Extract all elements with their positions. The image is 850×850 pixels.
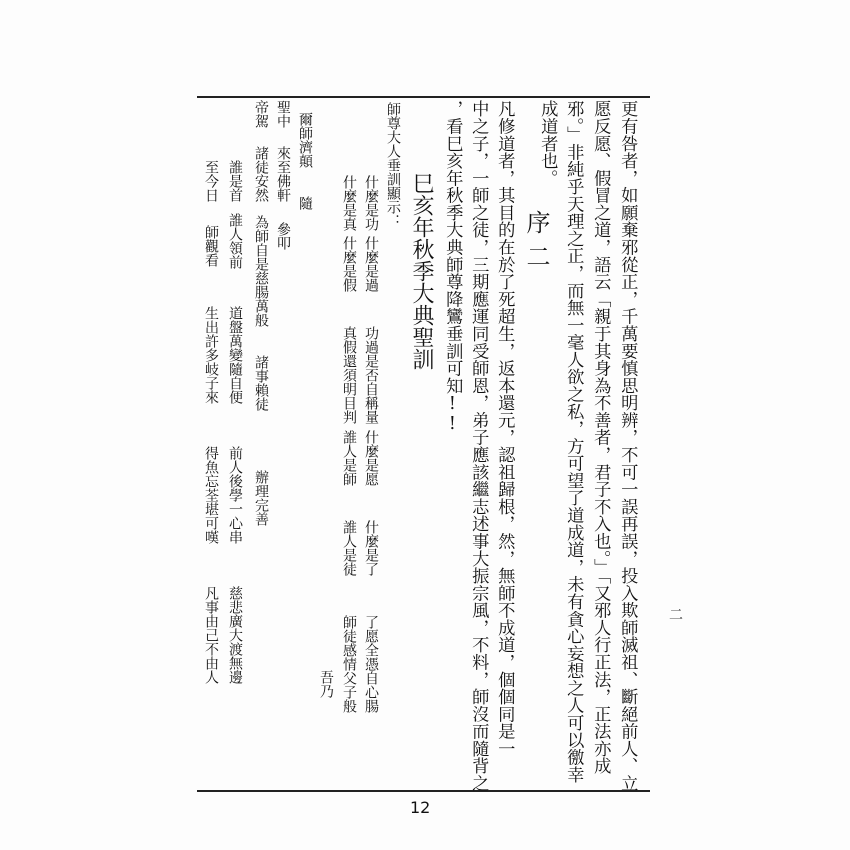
verse2-col3-d: 諸事賴徒 [253, 355, 269, 411]
verse1-col1-c: 功過是否自稱量 [363, 326, 379, 424]
verse2-col5-b: 師觀看 [203, 225, 219, 267]
section-line-3: ，看巳亥年秋季大典師尊降鸞垂訓可知!! [442, 100, 463, 434]
verse1-col2-d: 誰人是師 [341, 430, 357, 486]
bottom-rule [197, 790, 650, 792]
preface-line-2: 愿反愿、假冒之道，語云「親于其身為不善者，君子不入也。」「又邪人行正法，正法亦成 [590, 100, 611, 775]
verse2-col5-c: 生出許多岐子來 [203, 306, 219, 404]
verse2-col4-d: 前人後學一心串 [227, 446, 243, 544]
verse1-col1-a: 什麼是功 [363, 175, 379, 231]
verse2-col3-c: 為師自是慈腸萬般 [253, 215, 269, 327]
document-title: 巳亥年秋季大典聖訓 [409, 172, 434, 370]
verse1-col2-a: 什麼是真 [341, 175, 357, 231]
section-line-1: 凡修道者，其目的在於了死超生，返本還元，認祖歸根，然，無師不成道，個個同是一 [494, 100, 515, 758]
verse2-col5-e: 凡事由己不由人 [203, 586, 219, 684]
verse1-col1-b: 什麼是過 [363, 236, 379, 292]
verse2-col3-a: 帝駕 [253, 100, 269, 128]
signature: 吾乃 [318, 670, 334, 698]
side-page-number: 二 [667, 607, 683, 621]
section-heading: 序二 [522, 210, 550, 278]
preface-line-4: 成道者也。 [537, 100, 558, 187]
verse2-col4-e: 慈悲廣大渡無邊 [227, 586, 243, 684]
preface-line-3: 邪。」非純乎天理之正，而無一毫人欲之私，方可望了道成道，未有貪心妄想之人可以徼幸 [563, 100, 584, 783]
preface-line-1: 更有咎者，如願棄邪從正，千萬要慎思明辨，不可一誤再誤，投入欺師滅祖、斷絕前人、立 [617, 100, 638, 792]
verse2-col5-d: 得魚忘荃堪可嘆 [203, 446, 219, 544]
verse1-col1-f: 了愿全憑自心腸 [363, 615, 379, 713]
verse2-col2-c: 參叩 [275, 222, 291, 250]
verse1-col2-f: 師徒感情父子般 [341, 615, 357, 713]
verse1-col2-c: 真假還須明目判 [341, 326, 357, 424]
verse2-col3-b: 諸徒安然 [253, 146, 269, 202]
verse1-col2-b: 什麼是假 [341, 236, 357, 292]
verse2-col2-a: 聖中 [275, 100, 291, 128]
section-line-2: 中之子，一師之徒，三期應運同受師恩，弟子應該繼志述事大振宗風，不料，師沒而隨背之 [468, 100, 489, 792]
verse2-col4-a: 誰是首 [227, 160, 243, 202]
verse2-col1: 爾師濟顛 隨 [297, 112, 313, 210]
verse2-col2-b: 來至佛軒 [275, 146, 291, 202]
verse2-col4-c: 道盤萬變隨自便 [227, 306, 243, 404]
intro-line: 師尊大人垂訓顯示： [385, 102, 401, 228]
verse1-col1-e: 什麼是了 [363, 520, 379, 576]
verse1-col2-e: 誰人是徒 [341, 520, 357, 576]
verse2-col4-b: 誰人領前 [227, 213, 243, 269]
verse2-col3-e: 辦理完善 [253, 470, 269, 526]
verse1-col1-d: 什麼是愿 [363, 430, 379, 486]
page-number: 12 [410, 798, 431, 817]
top-rule [197, 96, 650, 98]
verse2-col5-a: 至今日 [203, 160, 219, 202]
